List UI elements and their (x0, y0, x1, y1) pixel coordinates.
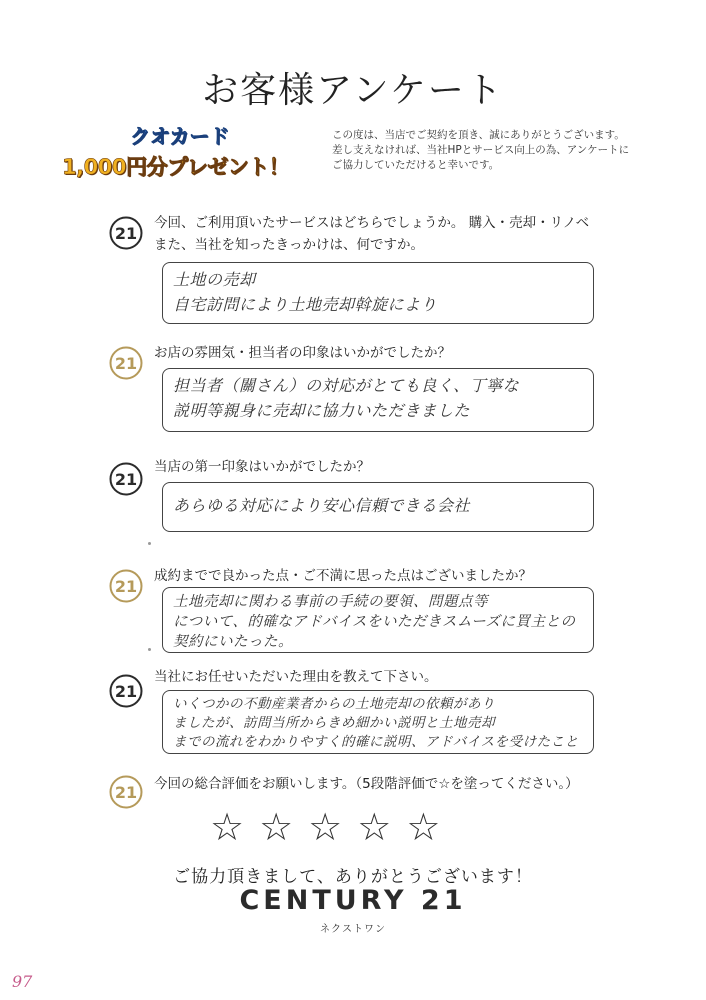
badge-text: 21 (114, 783, 138, 802)
question-line: 今回、ご利用頂いたサービスはどちらでしょうか。 購入・売却・リノベ (154, 215, 590, 231)
brand-subtitle: ネクストワン (320, 924, 386, 935)
answer-line: 土地売却に関わる事前の手続の要領、問題点等 (173, 594, 488, 610)
star-icon[interactable]: ☆ (357, 805, 392, 849)
answer-box[interactable] (162, 587, 594, 653)
star-icon[interactable]: ☆ (210, 805, 245, 849)
question-line: 今回の総合評価をお願いします。（5段階評価で☆を塗ってください。） (154, 776, 579, 792)
answer-line: ましたが、訪問当所からきめ細かい説明と土地売却 (173, 715, 495, 731)
promo-present-label: 1,000円分プレゼント！ (62, 155, 290, 179)
century21-badge-icon (109, 569, 143, 603)
badge-text: 21 (114, 354, 138, 373)
question-line: 当店の第一印象はいかがでしたか？ (154, 459, 370, 475)
promo-banner (62, 120, 332, 181)
answer-line: 担当者（關さん）の対応がとても良く、丁寧な (173, 376, 520, 395)
thanks-message: ご協力頂きまして、ありがとうございます！ (173, 867, 533, 887)
intro-line: ご協力していただけると幸いです。 (332, 159, 500, 171)
intro-line: 差し支えなければ、当社HPとサービス向上の為、アンケートに (332, 144, 630, 156)
answer-line: 契約にいたった。 (173, 634, 293, 650)
answer-line: 説明等親身に売却に協力いただきました (173, 401, 471, 420)
star-icon[interactable]: ☆ (308, 805, 343, 849)
brand-logo: CENTURY 21 (239, 885, 467, 916)
question-text (154, 666, 438, 688)
answer-line: 自宅訪問により土地売却斡旋により (173, 295, 438, 314)
star-icon[interactable]: ☆ (406, 805, 441, 849)
intro-text (332, 128, 662, 173)
answer-box[interactable] (162, 482, 594, 532)
star-icon[interactable]: ☆ (259, 805, 294, 849)
answer-box[interactable] (162, 368, 594, 432)
answer-box[interactable] (162, 262, 594, 324)
intro-line: この度は、当店でご契約を頂き、誠にありがとうございます。 (332, 129, 625, 141)
answer-box[interactable] (162, 690, 594, 754)
page-title: お客様アンケート (202, 70, 504, 111)
century21-badge-icon (109, 216, 143, 250)
answer-line: いくつかの不動産業者からの土地売却の依頼があり (173, 696, 495, 712)
century21-badge-icon (109, 346, 143, 380)
question-text (154, 456, 370, 478)
question-line: お店の雰囲気・担当者の印象はいかがでしたか？ (154, 345, 451, 361)
question-text (154, 565, 532, 587)
question-text (154, 212, 589, 256)
badge-text: 21 (114, 682, 138, 701)
margin-mark (148, 648, 151, 651)
century21-badge-icon (109, 674, 143, 708)
century21-badge-icon (109, 462, 143, 496)
answer-line: あらゆる対応により安心信頼できる会社 (173, 496, 471, 515)
question-line: 成約までで良かった点・ご不満に思った点はございましたか？ (154, 568, 532, 584)
page-number: 97 (12, 972, 33, 991)
answer-line: までの流れをわかりやすく的確に説明、アドバイスを受けたこと (173, 734, 579, 750)
badge-text: 21 (114, 577, 138, 596)
question-text (154, 342, 451, 364)
question-line: 当社にお任せいただいた理由を教えて下さい。 (154, 669, 438, 685)
promo-quocard-label: クオカード (130, 124, 230, 148)
badge-text: 21 (114, 224, 138, 243)
question-text (154, 773, 579, 795)
century21-badge-icon (109, 775, 143, 809)
rating-stars (210, 805, 440, 849)
answer-line: 土地の売却 (173, 270, 256, 289)
badge-text: 21 (114, 470, 138, 489)
question-line: また、当社を知ったきっかけは、何ですか。 (154, 237, 424, 253)
margin-mark (148, 542, 151, 545)
answer-line: について、的確なアドバイスをいただきスムーズに買主との (173, 614, 576, 630)
